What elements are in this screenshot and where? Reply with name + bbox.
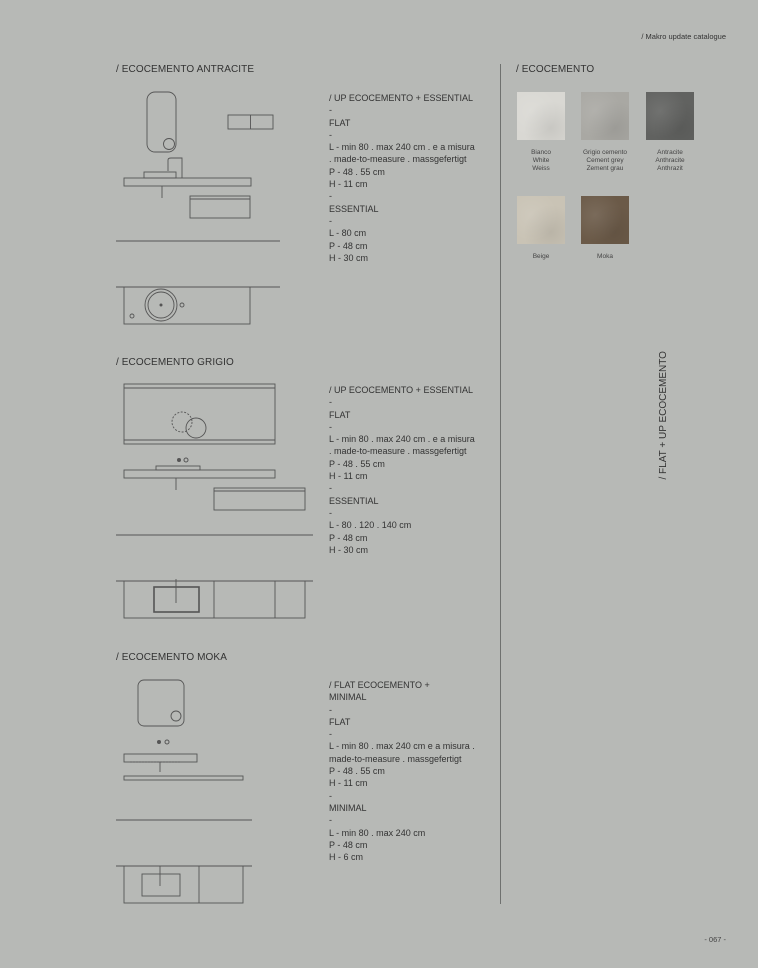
spec-line: - [329, 105, 332, 116]
column-divider [500, 64, 501, 904]
spec-line: . made-to-measure . massgefertigt [329, 154, 467, 165]
spec-line: . made-to-measure . massgefertigt [329, 446, 467, 457]
spec-line: FLAT [329, 117, 351, 128]
spec-block-antracite [329, 92, 475, 264]
finishes-title: / ECOCEMENTO [516, 64, 595, 75]
spec-line: - [329, 215, 332, 226]
spec-line: - [329, 483, 332, 494]
section-title-moka: / ECOCEMENTO MOKA [116, 652, 227, 663]
spec-line: - [329, 815, 332, 826]
section-title-grigio: / ECOCEMENTO GRIGIO [116, 357, 234, 368]
spec-line: P - 48 cm [329, 839, 368, 850]
spec-line: H - 11 cm [329, 179, 368, 190]
spec-line: H - 11 cm [329, 778, 368, 789]
swatch-antracite [646, 92, 694, 140]
page-number: - 067 - [704, 935, 726, 944]
swatch-beige [517, 196, 565, 244]
spec-block-moka [329, 679, 475, 863]
spec-line: L - 80 cm [329, 228, 367, 239]
spec-line: L - min 80 . max 240 cm . e a misura [329, 142, 475, 153]
spec-line: P - 48 cm [329, 532, 368, 543]
spec-line: H - 6 cm [329, 852, 364, 863]
swatch-grigio-cemento [581, 92, 629, 140]
spec-line: - [329, 729, 332, 740]
section-title-antracite: / ECOCEMENTO ANTRACITE [116, 64, 255, 75]
spec-line: P - 48 . 55 cm [329, 458, 385, 469]
spec-line: ESSENTIAL [329, 203, 379, 214]
swatch-label-grigio-cemento: Grigio cemento Cement grey Zement grau [582, 149, 628, 172]
spec-line: MINIMAL [329, 692, 367, 703]
spec-line: P - 48 . 55 cm [329, 766, 385, 777]
spec-line: - [329, 704, 332, 715]
drawing-moka [116, 676, 286, 906]
spec-line: - [329, 129, 332, 140]
spec-line: L - min 80 . max 240 cm [329, 827, 426, 838]
swatch-label-beige: Beige [532, 253, 550, 260]
spec-line: - [329, 507, 332, 518]
swatch-label-moka: Moka [597, 253, 613, 260]
spec-line: P - 48 cm [329, 240, 368, 251]
swatch-label-bianco: Bianco White Weiss [531, 149, 551, 172]
spec-line: H - 30 cm [329, 544, 369, 555]
spec-line: - [329, 421, 332, 432]
spec-line: - [329, 790, 332, 801]
spec-line: H - 30 cm [329, 252, 369, 263]
spec-line: L - min 80 . max 240 cm e a misura . [329, 741, 475, 752]
spec-line: FLAT [329, 409, 351, 420]
spec-block-grigio [329, 384, 475, 556]
spec-line: / UP ECOCEMENTO + ESSENTIAL [329, 385, 473, 395]
spec-line: - [329, 191, 332, 202]
spec-line: / UP ECOCEMENTO + ESSENTIAL [329, 93, 473, 103]
spec-line: P - 48 . 55 cm [329, 166, 385, 177]
spec-line: / FLAT ECOCEMENTO + [329, 680, 430, 690]
spec-line: L - min 80 . max 240 cm . e a misura [329, 434, 475, 445]
catalogue-header: / Makro update catalogue [641, 32, 726, 41]
side-label: / FLAT + UP ECOCEMENTO [657, 351, 669, 480]
drawing-antracite [116, 88, 286, 338]
swatch-moka [581, 196, 629, 244]
spec-line: FLAT [329, 716, 351, 727]
swatch-label-antracite: Antracite Anthracite Anthrazit [655, 149, 685, 172]
spec-line: ESSENTIAL [329, 495, 379, 506]
spec-line: made-to-measure . massgefertigt [329, 753, 462, 764]
spec-line: - [329, 397, 332, 408]
spec-line: L - 80 . 120 . 140 cm [329, 520, 412, 531]
spec-line: MINIMAL [329, 802, 367, 813]
swatch-bianco [517, 92, 565, 140]
spec-line: H - 11 cm [329, 471, 368, 482]
drawing-grigio [116, 380, 316, 625]
